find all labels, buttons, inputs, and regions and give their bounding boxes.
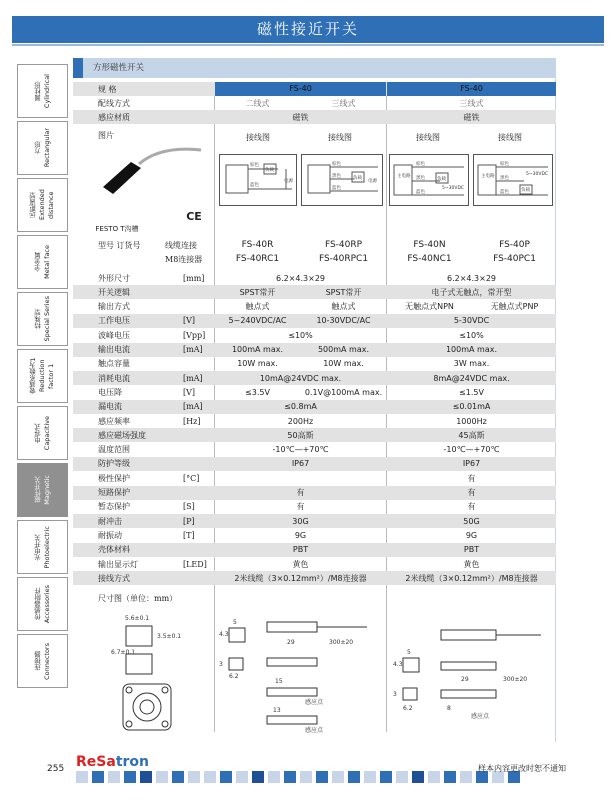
svg-text:黑色: 黑色 [416, 176, 425, 181]
spec-label: 触点容量 [98, 359, 130, 369]
spec-value: 有 [467, 488, 476, 497]
spec-row: 规 格 FS-40 FS-40 [73, 82, 556, 96]
spec-row [73, 400, 556, 414]
spec-value: -10℃—+70℃ [443, 445, 500, 455]
spec-label: 开关逻辑 [98, 287, 130, 297]
spec-value: IP67 [462, 459, 481, 469]
spec-row [73, 486, 556, 500]
model-code: FS-40RC1 [235, 254, 280, 264]
spec-label: 壳体材料 [98, 545, 130, 555]
svg-text:5.6±0.1: 5.6±0.1 [125, 615, 150, 622]
wiring-row: 配线方式 二线式 三线式 三线式 [98, 98, 484, 108]
model-b-header: FS-40 [387, 82, 556, 96]
spec-row [73, 428, 556, 442]
ce-mark: CE [186, 210, 202, 223]
spec-value: 无触点式NPN [405, 302, 454, 312]
spec-unit: [V] [183, 316, 196, 326]
svg-text:29: 29 [287, 639, 295, 646]
spec-row [73, 414, 556, 428]
spec-unit: [mA] [183, 373, 203, 383]
spec-row [73, 371, 556, 385]
brand-logo: ReSatron [76, 754, 149, 770]
spec-value: 45高斯 [458, 430, 485, 440]
spec-value: 10-30VDC/AC [316, 316, 371, 326]
svg-text:蓝色: 蓝色 [332, 186, 341, 191]
svg-text:蓝色: 蓝色 [416, 190, 425, 195]
spec-label: 温度范围 [98, 445, 130, 455]
spec-label: 工作电压 [98, 316, 130, 326]
spec-value: 有 [467, 473, 476, 483]
model-a-header: FS-40 [215, 82, 386, 96]
spec-row [73, 328, 556, 342]
svg-text:主电路: 主电路 [397, 174, 411, 179]
spec-unit: [mm] [183, 273, 205, 283]
svg-text:黑色: 黑色 [332, 174, 341, 179]
footer-decoration [76, 771, 520, 783]
spec-value: ≤0.8mA [284, 402, 317, 412]
spec-value: 有 [296, 488, 305, 497]
svg-text:4.3: 4.3 [393, 661, 403, 668]
tab-cylindrical[interactable]: 圆柱形 Cylindrical [17, 64, 68, 118]
svg-text:3: 3 [219, 661, 223, 668]
spec-row [73, 543, 556, 557]
dimension-label: 尺寸图（单位：mm） [98, 594, 178, 603]
tab-special[interactable]: 特殊型 Special Series [17, 292, 68, 346]
spec-label: 暂态保护 [98, 502, 130, 512]
spec-row [73, 500, 556, 514]
svg-text:6.2: 6.2 [403, 705, 413, 712]
model-cable-row: 型号 订货号 线缆连接 FS-40R FS-40RP FS-40N FS-40P [73, 238, 556, 252]
spec-value: 3W max. [453, 359, 490, 369]
spec-row [73, 471, 556, 485]
title-underline [12, 44, 604, 46]
dimension-front-view [101, 606, 211, 736]
spec-row [73, 457, 556, 471]
svg-text:棕色: 棕色 [416, 162, 425, 167]
svg-text:电源: 电源 [368, 179, 377, 184]
model-code: FS-40RPC1 [318, 254, 369, 264]
tab-metal[interactable]: 全金属 Metal face [17, 235, 68, 289]
spec-label: 防护等级 [98, 459, 130, 469]
spec-value: 5-30VDC [453, 316, 490, 326]
sensor-photo [83, 142, 203, 212]
spec-row [73, 443, 556, 457]
tab-accessories[interactable]: 传感器附件 Accessories [17, 577, 68, 631]
spec-value: 2米线缆（3×0.12mm²）/M8连接器 [405, 573, 538, 583]
spec-unit: [V] [183, 387, 196, 397]
spec-value: 9G [465, 530, 478, 540]
product-caption: FESTO T沟槽 [95, 225, 139, 233]
svg-text:蓝色: 蓝色 [500, 190, 509, 195]
spec-value: IP67 [291, 459, 310, 469]
svg-text:负载: 负载 [521, 188, 530, 193]
spec-label: 电压降 [98, 387, 122, 397]
dimension-side-view-a [217, 608, 385, 733]
model-code: FS-40NC1 [407, 254, 452, 264]
disclaimer: 样本内容更改时恕不通知 [478, 764, 566, 773]
spec-unit: [mA] [183, 402, 203, 412]
tab-connectors[interactable]: 连接器 Connectors [17, 634, 68, 688]
svg-text:300±20: 300±20 [329, 639, 354, 646]
spec-label: 输出电流 [98, 345, 130, 354]
spec-label: 波峰电压 [98, 330, 130, 340]
material-row: 感应材质 磁铁 磁铁 [73, 110, 556, 124]
spec-value: 有 [467, 502, 476, 512]
spec-value: PBT [292, 545, 309, 555]
spec-value: ≤10% [459, 330, 484, 340]
spec-label: 漏电流 [98, 402, 122, 412]
spec-unit: [Vpp] [183, 330, 206, 340]
spec-label: 感应频率 [98, 416, 130, 426]
spec-row [73, 557, 556, 571]
power-label: 电源 [284, 179, 293, 184]
svg-text:5: 5 [233, 619, 237, 626]
svg-text:棕色: 棕色 [332, 162, 341, 167]
spec-value: 触点式 [331, 302, 356, 312]
spec-row [73, 528, 556, 542]
svg-text:6.7±0.1: 6.7±0.1 [111, 649, 136, 656]
tab-extended[interactable]: 远距离型 Extended distance [17, 178, 68, 232]
load-label: 负载 [265, 168, 274, 173]
page-title: 磁性接近开关 [12, 16, 604, 43]
spec-label: 接线方式 [98, 573, 130, 583]
spec-value: 触点式 [245, 302, 270, 312]
spec-label: 消耗电流 [98, 373, 130, 383]
spec-row [73, 271, 556, 285]
category-tabs [17, 64, 68, 691]
spec-unit: [LED] [183, 559, 207, 569]
spec-value: 100mA max. [445, 345, 498, 354]
spec-value: 200Hz [287, 416, 314, 426]
model-code: FS-40R [241, 240, 274, 250]
tab-capacitive[interactable]: 电容式 Capacitive [17, 406, 68, 460]
model-code: FS-40RP [324, 240, 363, 250]
svg-text:4.3: 4.3 [219, 631, 229, 638]
wiring-diagram-npn [389, 154, 469, 206]
svg-text:13: 13 [273, 707, 281, 714]
section-title: 方形磁性开关 [73, 58, 556, 78]
page-number: 255 [47, 764, 65, 774]
spec-value: 黄色 [463, 559, 480, 569]
svg-text:感应点: 感应点 [305, 699, 324, 706]
svg-text:负载: 负载 [437, 177, 446, 182]
spec-unit: [mA] [183, 345, 203, 354]
spec-row [73, 300, 556, 314]
spec-value: ≤3.5V [245, 387, 270, 397]
model-code: FS-40PC1 [493, 254, 536, 264]
spec-value: 2米线缆（3×0.12mm²）/M8连接器 [234, 573, 367, 583]
spec-row [73, 343, 556, 357]
spec-unit: [°C] [183, 473, 200, 483]
spec-row [73, 514, 556, 528]
spec-label: 短路保护 [98, 488, 130, 497]
spec-value: 30G [292, 516, 309, 526]
spec-sheet: 方形磁性开关 规 格 FS-40 FS-40 配线方式 二线式 三线式 三线式 感应材质 磁铁 磁铁 图片 接线图 接线图 接线图 接线图 FESTO T沟槽 CE 棕色 蓝色 负载 电源 棕色 黑色 蓝色 负载 电源 主电路 棕色 黑色 蓝色 负载 5~30VDC 主电路 棕色 黑色 蓝色 5~30VDC 负载 型号 订货号 线缆连接 FS-40R FS-40RP FS-40N FS-40P M8连接器 FS-40RC1 FS-40RPC1 FS-40NC1 FS-40PC1 外形尺寸 [mm] 6.2×4.3×29 6.2×4.3×29 开关逻辑 SPST常开 SPST常开 电子式无触点，常开型 输出方式 触点式 触点式 无触点式NPN 无触点式PNP 工作电压 [V] 5~240VDC/AC 10-30VDC/AC 5-30VDC 波峰电压 [Vpp] ≤10% ≤10% 输出电流 [mA] 100mA max. 500mA max. 100mA max. 触点容量 10W max. 10W max. 3W max. 消耗电流 [mA] 10mA@24VDC max. 8mA@24VDC max. 电压降 [V] ≤3.5V 0.1V@100mA max. ≤1.5V 漏电流 [mA] ≤0.8mA ≤0.01mA 感应频率 [Hz] 200Hz 1000Hz 感应磁场强度 50高斯 45高斯 温度范围 -10℃—+70℃ -10℃—+70℃ 防护等级 IP67 IP67 极性保护 [°C] 有 短路保护 有 有 暂态保护 [S] 有 有 耐冲击 [P] 30G 50G 耐振动 [T] 9G 9G 壳体材料 PBT PBT 输出显示灯 [LED] 黄色 黄色 接线方式 2米线缆（3×0.12mm²）/M8连接器 2米线缆（3×0.12mm²）/M8连接器 尺寸图（单位：mm） 5.6±0.1 3.5±0.1 6.7±0.1 4.3 5 3 6.2 29 300±20 15 感应点 13 感应点 4.3 5 3 6.2 29 300±20 8 感应点 [73, 58, 556, 742]
spec-value: 10W max. [323, 359, 364, 369]
spec-value: 黄色 [292, 559, 309, 569]
spec-value: 50高斯 [287, 430, 314, 440]
spec-label: 输出显示灯 [98, 559, 138, 569]
spec-value: 8mA@24VDC max. [433, 373, 510, 383]
svg-text:5: 5 [407, 649, 411, 656]
spec-label: 极性保护 [98, 473, 130, 483]
spec-unit: [Hz] [183, 416, 201, 426]
svg-text:负载: 负载 [353, 176, 362, 181]
spec-value: 无触点式PNP [490, 302, 539, 312]
model-code: FS-40P [499, 240, 530, 250]
spec-value: 6.2×4.3×29 [446, 273, 497, 283]
spec-value: 9G [294, 530, 307, 540]
tab-rectangular[interactable]: 方形 Rectangular [17, 121, 68, 175]
spec-unit: [T] [183, 530, 195, 540]
wire-blue: 蓝色 [250, 183, 259, 188]
svg-text:5~30VDC: 5~30VDC [526, 172, 549, 177]
spec-value: 10W max. [237, 359, 278, 369]
spec-row [73, 571, 556, 585]
spec-value: 5~240VDC/AC [228, 316, 287, 326]
spec-label: 感应磁场强度 [98, 430, 146, 440]
spec-row [73, 314, 556, 328]
tab-reduction[interactable]: 衰减系数为1 Reduction factor 1 [17, 349, 68, 403]
svg-text:15: 15 [275, 678, 283, 685]
svg-text:5~30VDC: 5~30VDC [442, 186, 465, 191]
spec-value: 50G [463, 516, 480, 526]
model-code: FS-40N [413, 240, 446, 250]
svg-text:3.5±0.1: 3.5±0.1 [157, 633, 182, 640]
wiring-diagram-2wire [219, 154, 297, 206]
svg-text:8: 8 [447, 705, 451, 712]
spec-value: -10℃—+70℃ [272, 445, 329, 455]
dimension-side-view-b [391, 618, 556, 728]
svg-text:3: 3 [393, 691, 397, 698]
spec-label: 外形尺寸 [98, 273, 130, 283]
spec-value: 100mA max. [231, 345, 284, 354]
spec-value: 0.1V@100mA max. [304, 387, 383, 397]
spec-value: PBT [463, 545, 480, 555]
svg-text:黑色: 黑色 [500, 176, 509, 181]
spec-unit: [S] [183, 502, 195, 512]
spec-value: ≤10% [288, 330, 313, 340]
svg-text:6.2: 6.2 [229, 673, 239, 680]
spec-value: SPST常开 [325, 287, 362, 297]
spec-value: ≤0.01mA [452, 402, 491, 412]
model-m8-row: M8连接器 FS-40RC1 FS-40RPC1 FS-40NC1 FS-40PC1 [73, 252, 556, 266]
spec-label: 耐振动 [98, 530, 122, 540]
spec-row [73, 357, 556, 371]
spec-value: 6.2×4.3×29 [275, 273, 326, 283]
wire-brown: 棕色 [250, 163, 259, 168]
spec-label: 输出方式 [98, 302, 130, 312]
wiring-diagram-pnp [473, 154, 553, 206]
spec-value: ≤1.5V [459, 387, 484, 397]
svg-text:感应点: 感应点 [471, 713, 490, 720]
svg-text:感应点: 感应点 [305, 727, 324, 733]
spec-value: SPST常开 [239, 287, 276, 297]
spec-value: 10mA@24VDC max. [259, 373, 342, 383]
spec-value: 有 [296, 502, 305, 512]
spec-label: 耐冲击 [98, 516, 122, 526]
tab-magnetic[interactable]: 磁性开关 Magnetic [17, 463, 68, 517]
tab-photoelectric[interactable]: 光电开关 Photoelectric [17, 520, 68, 574]
spec-unit: [P] [183, 516, 195, 526]
svg-text:29: 29 [461, 676, 469, 683]
spec-row [73, 285, 556, 299]
spec-value: 电子式无触点，常开型 [431, 287, 512, 297]
spec-value: 1000Hz [456, 416, 487, 426]
spec-value: 500mA max. [317, 345, 370, 354]
svg-text:主电路: 主电路 [481, 174, 495, 179]
wiring-diagram-3wire [301, 154, 383, 206]
svg-text:棕色: 棕色 [500, 162, 509, 167]
svg-text:300±20: 300±20 [503, 676, 528, 683]
spec-row [73, 385, 556, 399]
